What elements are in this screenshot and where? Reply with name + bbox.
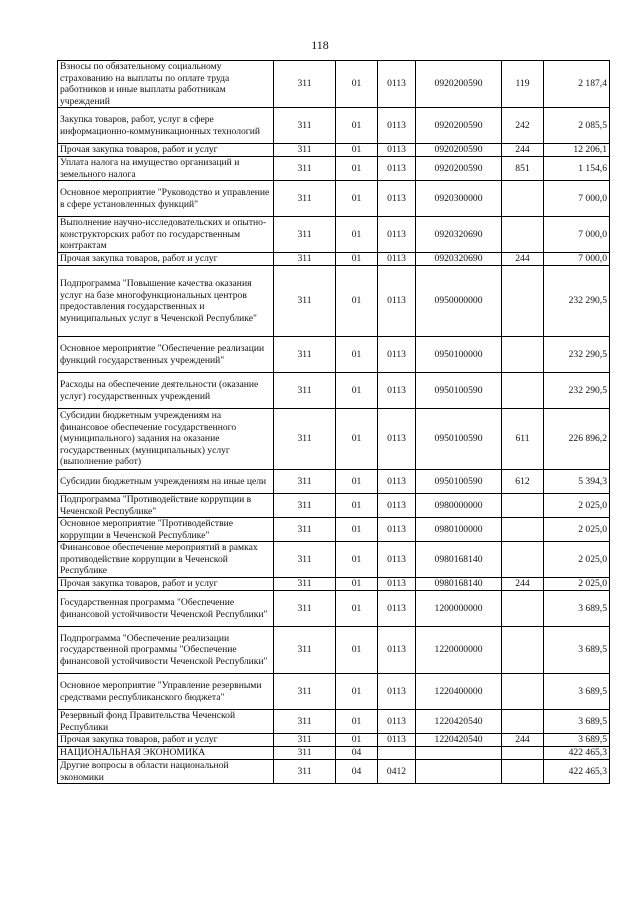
subsection-code: 0113 bbox=[378, 337, 416, 373]
amount: 2 025,0 bbox=[544, 518, 610, 542]
section-code: 01 bbox=[336, 217, 378, 253]
row-name: Взносы по обязательному социальному страхованию на выплаты по оплате труда работников и иные выплаты работникам учреждений bbox=[58, 61, 274, 108]
ministry-code: 311 bbox=[274, 734, 336, 747]
target-article-code: 0980000000 bbox=[416, 494, 502, 518]
amount: 2 025,0 bbox=[544, 578, 610, 591]
ministry-code: 311 bbox=[274, 217, 336, 253]
expense-type-code: 242 bbox=[502, 108, 544, 144]
section-code: 01 bbox=[336, 337, 378, 373]
table-row bbox=[58, 674, 610, 710]
expense-type-code bbox=[502, 217, 544, 253]
expense-type-code bbox=[502, 627, 544, 674]
subsection-code: 0113 bbox=[378, 734, 416, 747]
target-article-code: 1220420540 bbox=[416, 710, 502, 734]
ministry-code: 311 bbox=[274, 61, 336, 108]
table-row bbox=[58, 373, 610, 409]
subsection-code: 0113 bbox=[378, 373, 416, 409]
amount: 232 290,5 bbox=[544, 373, 610, 409]
amount: 2 025,0 bbox=[544, 494, 610, 518]
row-name: Субсидии бюджетным учреждениям на финансовое обеспечение государственного (муниципального) задания на оказание государственных (муниципальных) услуг (выполнение работ) bbox=[58, 409, 274, 470]
section-code: 01 bbox=[336, 734, 378, 747]
target-article-code: 0920300000 bbox=[416, 181, 502, 217]
ministry-code: 311 bbox=[274, 578, 336, 591]
target-article-code: 0980168140 bbox=[416, 578, 502, 591]
target-article-code: 0980168140 bbox=[416, 542, 502, 578]
subsection-code: 0113 bbox=[378, 266, 416, 337]
table-row bbox=[58, 578, 610, 591]
row-name: Прочая закупка товаров, работ и услуг bbox=[58, 144, 274, 157]
expense-type-code: 851 bbox=[502, 157, 544, 181]
section-code: 01 bbox=[336, 542, 378, 578]
subsection-code: 0113 bbox=[378, 409, 416, 470]
section-code: 01 bbox=[336, 373, 378, 409]
amount: 12 206,1 bbox=[544, 144, 610, 157]
ministry-code: 311 bbox=[274, 373, 336, 409]
amount: 7 000,0 bbox=[544, 181, 610, 217]
amount: 226 896,2 bbox=[544, 409, 610, 470]
subsection-code: 0113 bbox=[378, 144, 416, 157]
target-article-code: 0920200590 bbox=[416, 61, 502, 108]
subsection-code: 0113 bbox=[378, 578, 416, 591]
target-article-code: 0950100590 bbox=[416, 409, 502, 470]
subsection-code: 0113 bbox=[378, 253, 416, 266]
ministry-code: 311 bbox=[274, 674, 336, 710]
expense-type-code: 244 bbox=[502, 578, 544, 591]
ministry-code: 311 bbox=[274, 591, 336, 627]
subsection-code: 0113 bbox=[378, 108, 416, 144]
table-row bbox=[58, 542, 610, 578]
amount: 2 025,0 bbox=[544, 542, 610, 578]
table-row bbox=[58, 494, 610, 518]
target-article-code: 1220400000 bbox=[416, 674, 502, 710]
expense-type-code bbox=[502, 760, 544, 784]
expense-type-code bbox=[502, 591, 544, 627]
target-article-code: 0950100590 bbox=[416, 470, 502, 494]
amount: 7 000,0 bbox=[544, 217, 610, 253]
table-row bbox=[58, 518, 610, 542]
subsection-code: 0412 bbox=[378, 760, 416, 784]
ministry-code: 311 bbox=[274, 518, 336, 542]
page-number: 118 bbox=[311, 38, 329, 52]
row-name: Выполнение научно-исследовательских и опытно-конструкторских работ по государственным контрактам bbox=[58, 217, 274, 253]
section-code: 01 bbox=[336, 494, 378, 518]
table-row bbox=[58, 266, 610, 337]
expense-type-code bbox=[502, 674, 544, 710]
row-name: Основное мероприятие "Противодействие коррупции в Чеченской Республике" bbox=[58, 518, 274, 542]
target-article-code: 0920200590 bbox=[416, 144, 502, 157]
target-article-code: 0950100590 bbox=[416, 373, 502, 409]
ministry-code: 311 bbox=[274, 710, 336, 734]
subsection-code: 0113 bbox=[378, 494, 416, 518]
subsection-code: 0113 bbox=[378, 157, 416, 181]
target-article-code bbox=[416, 747, 502, 760]
ministry-code: 311 bbox=[274, 747, 336, 760]
section-code: 01 bbox=[336, 266, 378, 337]
amount: 5 394,3 bbox=[544, 470, 610, 494]
expense-type-code bbox=[502, 710, 544, 734]
target-article-code: 0950000000 bbox=[416, 266, 502, 337]
subsection-code: 0113 bbox=[378, 470, 416, 494]
ministry-code: 311 bbox=[274, 470, 336, 494]
table-row bbox=[58, 61, 610, 108]
subsection-code: 0113 bbox=[378, 217, 416, 253]
row-name: Подпрограмма "Обеспечение реализации государственной программы "Обеспечение финансовой устойчивости Чеченской Республики" bbox=[58, 627, 274, 674]
row-name: Расходы на обеспечение деятельности (оказание услуг) государственных учреждений bbox=[58, 373, 274, 409]
subsection-code: 0113 bbox=[378, 710, 416, 734]
section-code: 01 bbox=[336, 253, 378, 266]
ministry-code: 311 bbox=[274, 337, 336, 373]
table-row bbox=[58, 470, 610, 494]
row-name: Подпрограмма "Противодействие коррупции в Чеченской Республике" bbox=[58, 494, 274, 518]
table-row bbox=[58, 747, 610, 760]
section-code: 01 bbox=[336, 470, 378, 494]
expense-type-code: 244 bbox=[502, 734, 544, 747]
row-name: Подпрограмма "Повышение качества оказания услуг на базе многофункциональных центров предоставления государственных и муниципальных услуг в Чеченской Республике" bbox=[58, 266, 274, 337]
amount: 3 689,5 bbox=[544, 627, 610, 674]
section-code: 01 bbox=[336, 674, 378, 710]
table-row bbox=[58, 734, 610, 747]
budget-table bbox=[57, 60, 610, 784]
target-article-code: 1220000000 bbox=[416, 627, 502, 674]
section-code: 04 bbox=[336, 760, 378, 784]
expense-type-code: 119 bbox=[502, 61, 544, 108]
ministry-code: 311 bbox=[274, 409, 336, 470]
subsection-code: 0113 bbox=[378, 591, 416, 627]
subsection-code: 0113 bbox=[378, 674, 416, 710]
target-article-code: 0950100000 bbox=[416, 337, 502, 373]
ministry-code: 311 bbox=[274, 181, 336, 217]
target-article-code: 1200000000 bbox=[416, 591, 502, 627]
target-article-code: 1220420540 bbox=[416, 734, 502, 747]
section-code: 04 bbox=[336, 747, 378, 760]
table-row bbox=[58, 253, 610, 266]
expense-type-code bbox=[502, 542, 544, 578]
table-row bbox=[58, 627, 610, 674]
row-name: Государственная программа "Обеспечение финансовой устойчивости Чеченской Республики" bbox=[58, 591, 274, 627]
section-code: 01 bbox=[336, 591, 378, 627]
section-code: 01 bbox=[336, 181, 378, 217]
ministry-code: 311 bbox=[274, 266, 336, 337]
section-code: 01 bbox=[336, 144, 378, 157]
expense-type-code bbox=[502, 181, 544, 217]
expense-type-code bbox=[502, 494, 544, 518]
target-article-code: 0920200590 bbox=[416, 157, 502, 181]
expense-type-code bbox=[502, 747, 544, 760]
section-code: 01 bbox=[336, 627, 378, 674]
table-row bbox=[58, 760, 610, 784]
row-name: Другие вопросы в области национальной экономики bbox=[58, 760, 274, 784]
row-name: Прочая закупка товаров, работ и услуг bbox=[58, 578, 274, 591]
table-row bbox=[58, 217, 610, 253]
amount: 232 290,5 bbox=[544, 337, 610, 373]
target-article-code: 0920320690 bbox=[416, 217, 502, 253]
expense-type-code bbox=[502, 266, 544, 337]
amount: 3 689,5 bbox=[544, 710, 610, 734]
amount: 2 187,4 bbox=[544, 61, 610, 108]
table-row bbox=[58, 144, 610, 157]
ministry-code: 311 bbox=[274, 494, 336, 518]
expense-type-code: 611 bbox=[502, 409, 544, 470]
row-name: НАЦИОНАЛЬНАЯ ЭКОНОМИКА bbox=[58, 747, 274, 760]
amount: 3 689,5 bbox=[544, 734, 610, 747]
subsection-code: 0113 bbox=[378, 542, 416, 578]
expense-type-code bbox=[502, 518, 544, 542]
table-row bbox=[58, 591, 610, 627]
row-name: Субсидии бюджетным учреждениям на иные цели bbox=[58, 470, 274, 494]
table-row bbox=[58, 337, 610, 373]
amount: 7 000,0 bbox=[544, 253, 610, 266]
amount: 3 689,5 bbox=[544, 674, 610, 710]
section-code: 01 bbox=[336, 157, 378, 181]
table-row bbox=[58, 157, 610, 181]
table-row bbox=[58, 108, 610, 144]
section-code: 01 bbox=[336, 518, 378, 542]
amount: 3 689,5 bbox=[544, 591, 610, 627]
amount: 2 085,5 bbox=[544, 108, 610, 144]
row-name: Закупка товаров, работ, услуг в сфере информационно-коммуникационных технологий bbox=[58, 108, 274, 144]
ministry-code: 311 bbox=[274, 627, 336, 674]
section-code: 01 bbox=[336, 409, 378, 470]
row-name: Основное мероприятие "Руководство и управление в сфере установленных функций" bbox=[58, 181, 274, 217]
section-code: 01 bbox=[336, 108, 378, 144]
target-article-code: 0920320690 bbox=[416, 253, 502, 266]
amount: 422 465,3 bbox=[544, 747, 610, 760]
expense-type-code bbox=[502, 337, 544, 373]
expense-type-code: 612 bbox=[502, 470, 544, 494]
ministry-code: 311 bbox=[274, 144, 336, 157]
row-name: Основное мероприятие "Управление резервными средствами республиканского бюджета" bbox=[58, 674, 274, 710]
subsection-code: 0113 bbox=[378, 181, 416, 217]
table-row bbox=[58, 710, 610, 734]
subsection-code: 0113 bbox=[378, 61, 416, 108]
row-name: Финансовое обеспечение мероприятий в рамках противодействие коррупции в Чеченской Республике bbox=[58, 542, 274, 578]
section-code: 01 bbox=[336, 578, 378, 591]
target-article-code: 0980100000 bbox=[416, 518, 502, 542]
amount: 422 465,3 bbox=[544, 760, 610, 784]
amount: 1 154,6 bbox=[544, 157, 610, 181]
expense-type-code: 244 bbox=[502, 253, 544, 266]
expense-type-code: 244 bbox=[502, 144, 544, 157]
target-article-code bbox=[416, 760, 502, 784]
row-name: Уплата налога на имущество организаций и земельного налога bbox=[58, 157, 274, 181]
row-name: Основное мероприятие "Обеспечение реализации функций государственных учреждений" bbox=[58, 337, 274, 373]
target-article-code: 0920200590 bbox=[416, 108, 502, 144]
ministry-code: 311 bbox=[274, 542, 336, 578]
section-code: 01 bbox=[336, 710, 378, 734]
table-row bbox=[58, 181, 610, 217]
ministry-code: 311 bbox=[274, 157, 336, 181]
ministry-code: 311 bbox=[274, 253, 336, 266]
expense-type-code bbox=[502, 373, 544, 409]
amount: 232 290,5 bbox=[544, 266, 610, 337]
table-body bbox=[58, 61, 610, 784]
row-name: Прочая закупка товаров, работ и услуг bbox=[58, 734, 274, 747]
row-name: Прочая закупка товаров, работ и услуг bbox=[58, 253, 274, 266]
ministry-code: 311 bbox=[274, 108, 336, 144]
table-row bbox=[58, 409, 610, 470]
ministry-code: 311 bbox=[274, 760, 336, 784]
row-name: Резервный фонд Правительства Чеченской Республики bbox=[58, 710, 274, 734]
subsection-code: 0113 bbox=[378, 518, 416, 542]
subsection-code bbox=[378, 747, 416, 760]
section-code: 01 bbox=[336, 61, 378, 108]
subsection-code: 0113 bbox=[378, 627, 416, 674]
